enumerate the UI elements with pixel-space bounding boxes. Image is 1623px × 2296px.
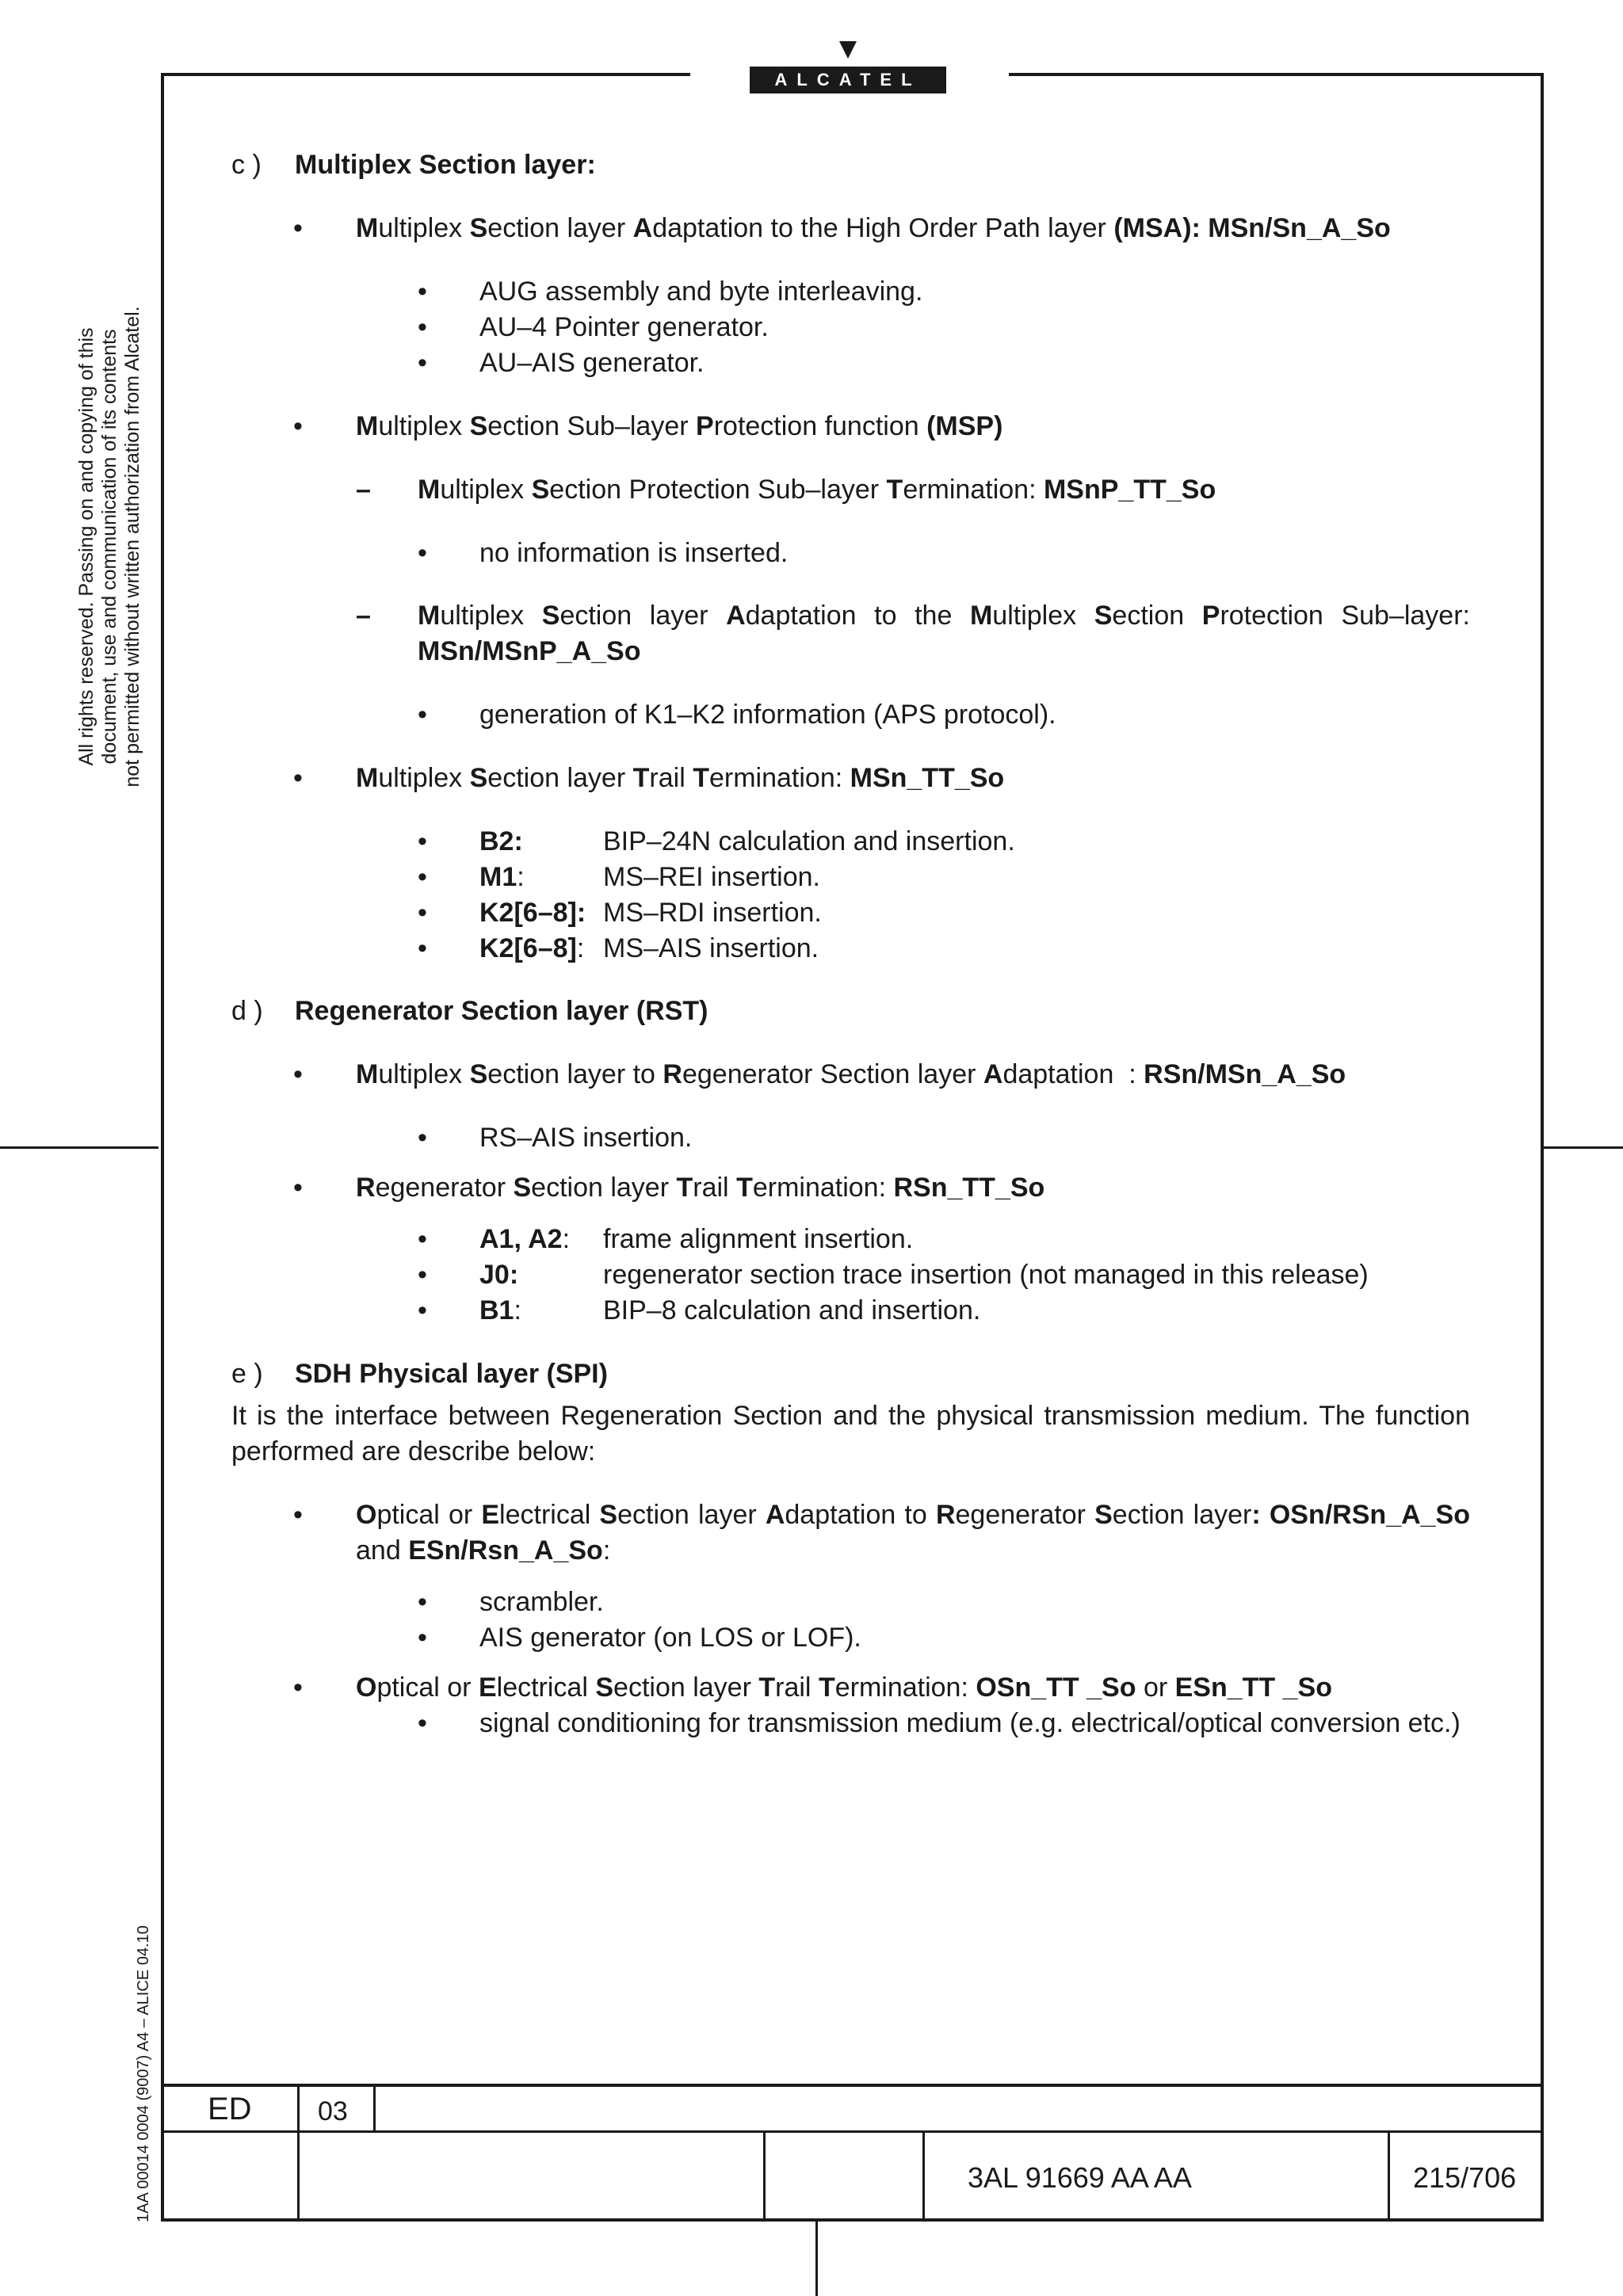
- section-d-title: Regenerator Section layer (RST): [295, 996, 708, 1026]
- msp-adaptation-item: generation of K1–K2 information (APS protocol).: [479, 700, 1056, 730]
- spi-trail-item: signal conditioning for transmission medium (e.g. electrical/optical conversion etc.): [479, 1708, 1461, 1738]
- rs-trail-heading: Regenerator Section layer Trail Termination: RSn_TT_So: [356, 1173, 1045, 1203]
- footer-page-number: 215/706: [1413, 2161, 1517, 2194]
- ms-trail-key-4: K2[6–8]:: [479, 933, 585, 963]
- footer-divider-2: [922, 2131, 925, 2220]
- bullet: •: [418, 1224, 427, 1254]
- rs-trail-desc-3: BIP–8 calculation and insertion.: [603, 1295, 981, 1325]
- footer-divider-3: [1388, 2131, 1390, 2220]
- rs-trail-key-3: B1:: [479, 1295, 521, 1325]
- spi-intro-line-1: It is the interface between Regeneration Section and the physical transmission medium. The function: [231, 1401, 1470, 1431]
- rs-adaptation-heading: Multiplex Section layer to Regenerator Section layer Adaptation : RSn/MSn_A_So: [356, 1059, 1346, 1089]
- bullet: •: [418, 1260, 427, 1290]
- bullet: •: [418, 1295, 427, 1325]
- ms-trail-key-2: M1:: [479, 862, 525, 892]
- bullet: •: [293, 1059, 303, 1089]
- spi-trail-heading: Optical or Electrical Section layer Trail Termination: OSn_TT _So or ESn_TT _So: [356, 1672, 1332, 1703]
- section-c-title: Multiplex Section layer:: [295, 150, 596, 180]
- footer-divider-ed-value: [373, 2084, 376, 2131]
- footer-divider-1: [763, 2131, 766, 2220]
- footer-divider-ed: [297, 2084, 300, 2220]
- rs-trail-key-2: J0:: [479, 1260, 519, 1290]
- ms-trail-desc-4: MS–AIS insertion.: [603, 933, 819, 963]
- msp-adaptation-code: MSn/MSnP_A_So: [418, 636, 641, 666]
- bullet: •: [418, 1123, 427, 1153]
- ms-trail-desc-3: MS–RDI insertion.: [603, 898, 822, 928]
- ms-trail-key-1: B2:: [479, 826, 523, 856]
- bullet: •: [418, 538, 427, 568]
- bullet: •: [293, 1672, 303, 1703]
- fold-mark-right: [1544, 1146, 1623, 1149]
- copyright-line-2: document, use and communication of its contents: [98, 329, 120, 765]
- spi-adaptation-item-2: AIS generator (on LOS or LOF).: [479, 1623, 861, 1653]
- footer-line-mid: [161, 2130, 1544, 2133]
- bullet: •: [293, 411, 303, 441]
- section-c-letter: c ): [231, 150, 262, 180]
- spi-adaptation-heading-cont: and ESn/Rsn_A_So:: [356, 1535, 611, 1566]
- bullet: •: [418, 312, 427, 342]
- msp-heading: Multiplex Section Sub–layer Protection function (MSP): [356, 411, 1003, 441]
- frame-top-right: [1009, 73, 1544, 76]
- ms-trail-desc-1: BIP–24N calculation and insertion.: [603, 826, 1015, 856]
- dash-marker: –: [356, 475, 371, 505]
- msp-adaptation-heading: Multiplex Section layer Adaptation to the Multiplex Section Protection Sub–layer:: [418, 601, 1470, 631]
- frame-top-left: [161, 73, 690, 76]
- form-reference: 1AA 00014 0004 (9007) A4 – ALICE 04.10: [135, 1925, 152, 2222]
- copyright-note: [75, 293, 144, 800]
- section-d-letter: d ): [231, 996, 263, 1026]
- bullet: •: [293, 763, 303, 793]
- footer-doc-code: 3AL 91669 AA AA: [968, 2161, 1192, 2194]
- msp-tt-heading: Multiplex Section Protection Sub–layer Termination: MSnP_TT_So: [418, 475, 1216, 505]
- bullet: •: [293, 213, 303, 243]
- dash-marker: –: [356, 601, 371, 631]
- bullet: •: [418, 700, 427, 730]
- bullet: •: [418, 898, 427, 928]
- bullet: •: [418, 933, 427, 963]
- msa-item-2: AU–4 Pointer generator.: [479, 312, 769, 342]
- logo-arrow-icon: [839, 41, 857, 59]
- footer-ed-value: 03: [318, 2096, 348, 2126]
- fold-mark-left: [0, 1146, 158, 1149]
- bullet: •: [418, 348, 427, 378]
- bullet: •: [293, 1500, 303, 1530]
- msa-heading: Multiplex Section layer Adaptation to the High Order Path layer (MSA): MSn/Sn_A_So: [356, 213, 1391, 243]
- spi-intro-line-2: performed are describe below:: [231, 1436, 596, 1466]
- rs-trail-key-1: A1, A2:: [479, 1224, 571, 1254]
- msa-item-3: AU–AIS generator.: [479, 348, 705, 378]
- bullet: •: [418, 1623, 427, 1653]
- ms-trail-key-3: K2[6–8]:: [479, 898, 586, 928]
- bullet: •: [418, 862, 427, 892]
- ms-trail-desc-2: MS–REI insertion.: [603, 862, 820, 892]
- spi-adaptation-item-1: scrambler.: [479, 1587, 604, 1617]
- bullet: •: [418, 1708, 427, 1738]
- punch-mark-bottom: [815, 2222, 818, 2296]
- footer-ed-label: ED: [208, 2092, 252, 2126]
- spi-adaptation-heading: Optical or Electrical Section layer Adaptation to Regenerator Section layer: OSn/RSn_A_So: [356, 1500, 1470, 1530]
- rs-adaptation-item: RS–AIS insertion.: [479, 1123, 693, 1153]
- frame-bottom: [161, 2218, 1544, 2222]
- frame-left: [161, 73, 164, 2222]
- rs-trail-desc-1: frame alignment insertion.: [603, 1224, 914, 1254]
- section-e-title: SDH Physical layer (SPI): [295, 1359, 608, 1389]
- logo-text: ALCATEL: [750, 67, 946, 93]
- copyright-line-3: not permitted without written authorization from Alcatel.: [121, 306, 143, 788]
- copyright-line-1: All rights reserved. Passing on and copying of this: [75, 327, 97, 766]
- bullet: •: [418, 277, 427, 307]
- msa-item-1: AUG assembly and byte interleaving.: [479, 277, 923, 307]
- bullet: •: [418, 1587, 427, 1617]
- ms-trail-heading: Multiplex Section layer Trail Termination: MSn_TT_So: [356, 763, 1005, 793]
- rs-trail-desc-2: regenerator section trace insertion (not managed in this release): [603, 1260, 1369, 1290]
- section-e-letter: e ): [231, 1359, 263, 1389]
- msp-tt-item: no information is inserted.: [479, 538, 789, 568]
- bullet: •: [293, 1173, 303, 1203]
- alcatel-logo: [750, 41, 946, 93]
- bullet: •: [418, 826, 427, 856]
- footer-line-top: [161, 2084, 1544, 2087]
